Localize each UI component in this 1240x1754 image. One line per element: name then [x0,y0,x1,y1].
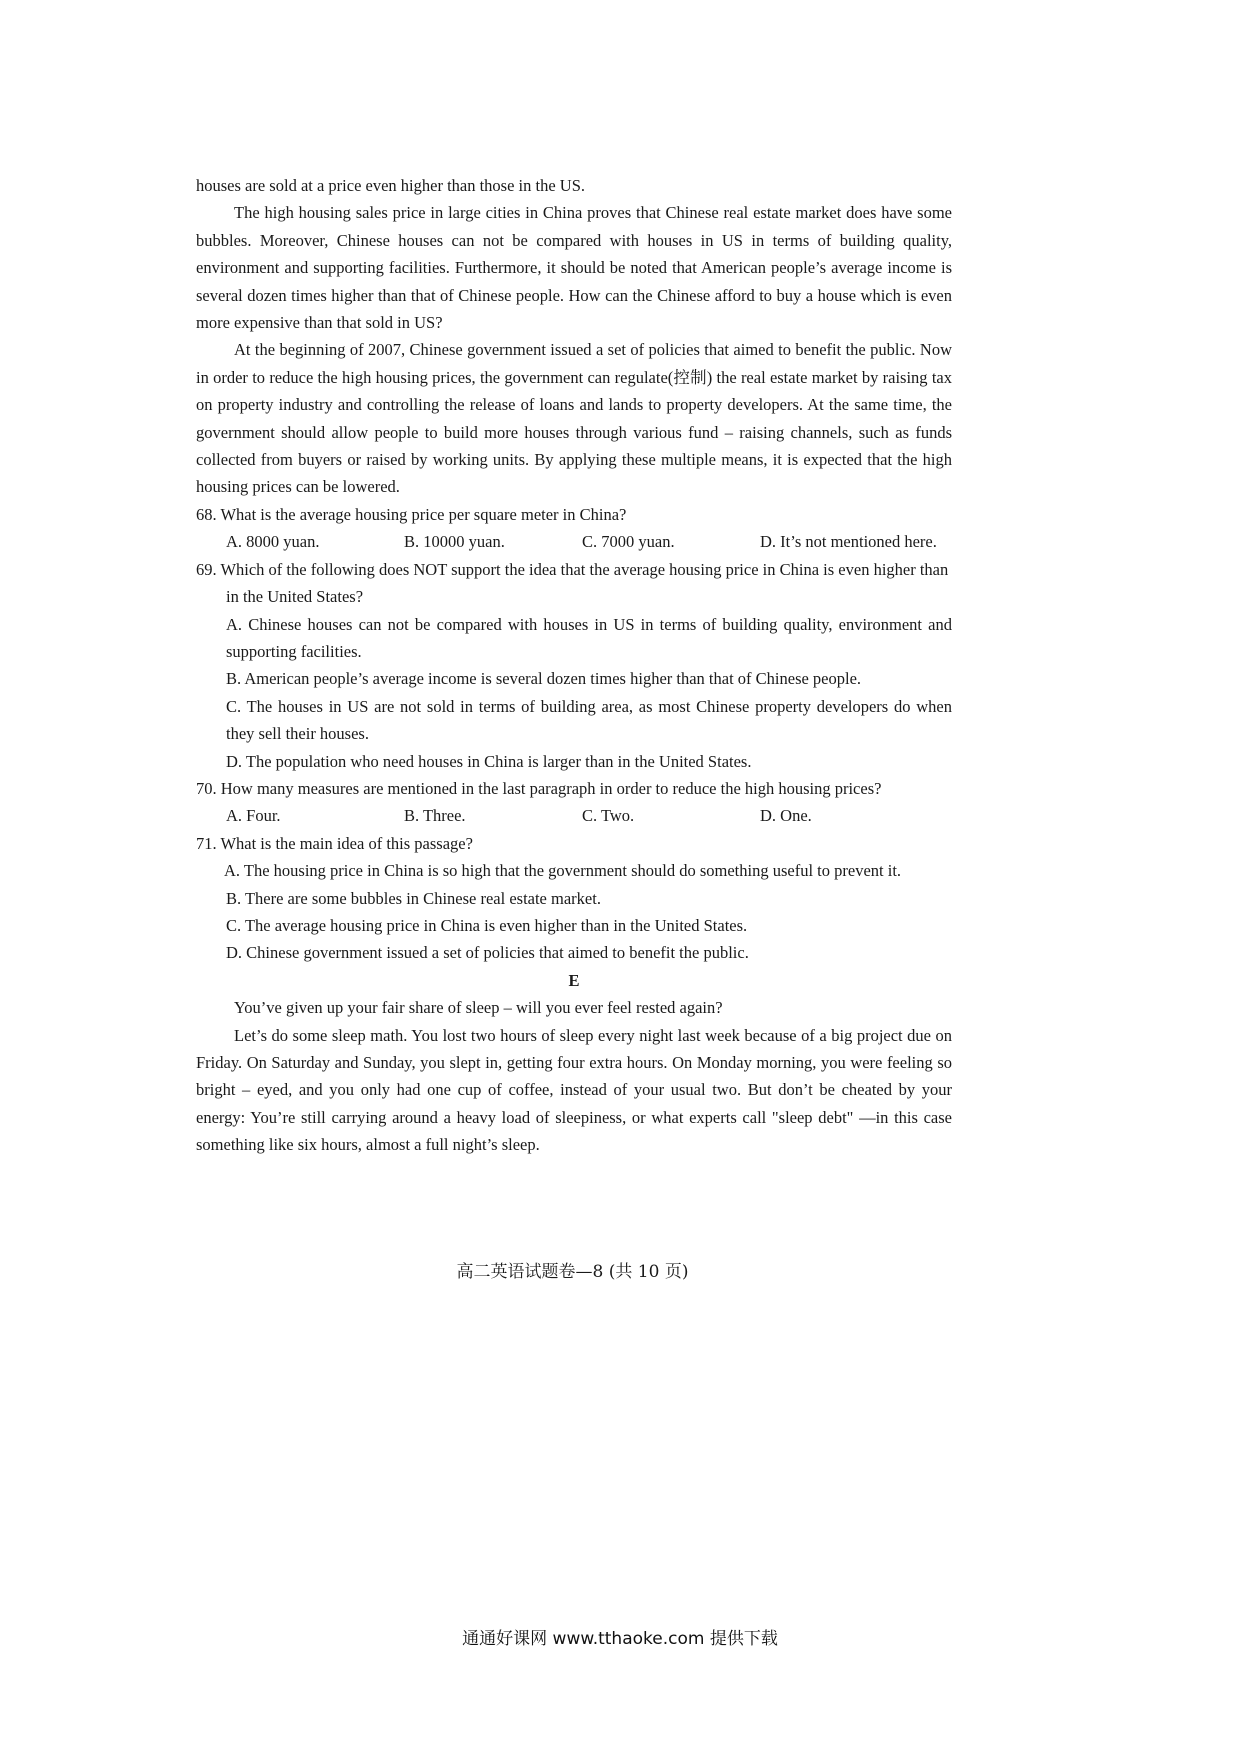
download-watermark: 通通好课网 www.tthaoke.com 提供下载 [462,1629,778,1649]
question-71-stem: 71. What is the main idea of this passage? [196,833,473,853]
question-68-option-d: D. It’s not mentioned here. [760,532,937,552]
question-71-option-d: D. Chinese government issued a set of policies that aimed to benefit the public. [226,943,749,963]
passage-paragraph-3: At the beginning of 2007, Chinese government issued a set of policies that aimed to benefit the public. Now in order to reduce the high housing prices, the government can regulate(控制) the real estate market by raising tax on property industry and controlling the release of loans and lands to property developers. At the same time, the government should allow people to build more houses through various fund – raising channels, such as funds collected from buyers or raised by working units. By applying these multiple means, it is expected that the high housing prices can be lowered. [196,340,952,497]
question-70-stem: 70. How many measures are mentioned in the last paragraph in order to reduce the high housing prices? [196,778,882,798]
section-e-first-line: You’ve given up your fair share of sleep – will you ever feel rested again? [234,998,723,1018]
question-71-option-b: B. There are some bubbles in Chinese real estate market. [226,888,601,908]
question-68-option-a: A. 8000 yuan. [226,532,320,552]
question-69-stem: 69. Which of the following does NOT support the idea that the average housing price in China is even higher than in the United States? [196,559,949,607]
question-69-option-c: C. The houses in US are not sold in terms of building area, as most Chinese property developers do when they sell their houses. [226,696,952,744]
question-68-stem: 68. What is the average housing price per square meter in China? [196,504,627,524]
section-e-title: E [568,970,580,990]
question-70-option-d: D. One. [760,806,812,826]
passage-continuation: houses are sold at a price even higher than those in the US. [196,176,586,195]
page-content [196,172,952,1159]
question-70-option-c: C. Two. [582,806,635,826]
passage-paragraph-2: The high housing sales price in large cities in China proves that Chinese real estate market does have some bubbles. Moreover, Chinese houses can not be compared with houses in US in terms of building quality, environment and supporting facilities. Furthermore, it should be noted that American people’s average income is several dozen times higher than that of Chinese people. How can the Chinese afford to buy a house which is even more expensive than that sold in US? [196,203,952,333]
question-69-option-b: B. American people’s average income is several dozen times higher than that of Chinese people. [226,669,862,689]
question-69-option-a: A. Chinese houses can not be compared with houses in US in terms of building quality, environment and supporting facilities. [226,614,952,661]
question-70-option-a: A. Four. [226,806,281,826]
question-70-option-b: B. Three. [404,806,466,826]
question-69-option-d: D. The population who need houses in China is larger than in the United States. [226,751,752,771]
page-number: 高二英语试题卷—8 (共 10 页) [456,1262,689,1282]
section-e-paragraph: Let’s do some sleep math. You lost two hours of sleep every night last week because of a big project due on Friday. On Saturday and Sunday, you slept in, getting four extra hours. On Monday morning, you were feeling so bright – eyed, and you only had one cup of coffee, instead of your usual two. But don’t be cheated by your energy: You’re still carrying around a heavy load of sleepiness, or what experts call "sleep debt" —in this case something like six hours, almost a full night’s sleep. [196,1025,952,1155]
question-71-option-c: C. The average housing price in China is even higher than in the United States. [226,915,748,935]
question-68-options [196,528,952,555]
question-71-option-a: A. The housing price in China is so high that the government should do something useful to prevent it. [224,861,902,881]
question-68-option-c: C. 7000 yuan. [582,532,675,552]
question-68-option-b: B. 10000 yuan. [404,532,505,552]
question-70-options [196,802,952,829]
